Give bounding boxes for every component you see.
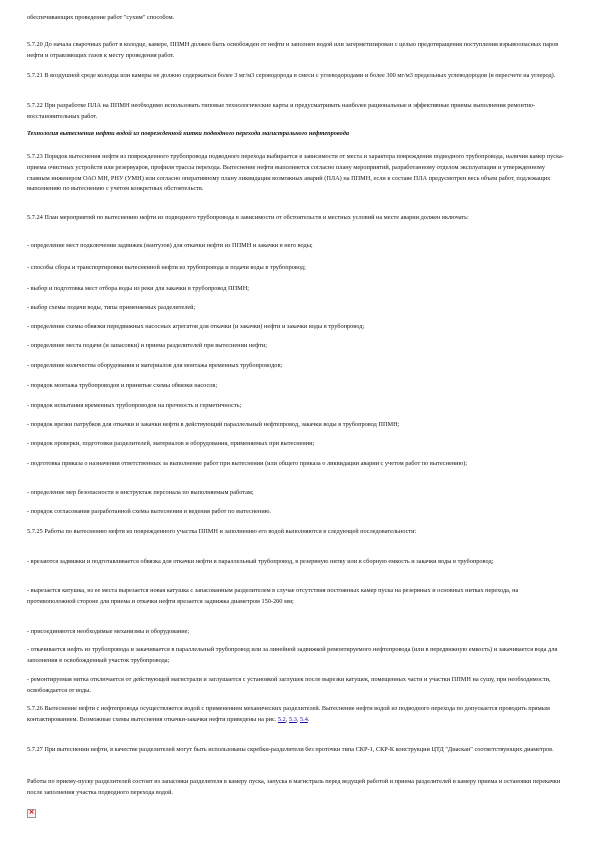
list-item: - порядок монтажа трубопроводов и принятые схемы обвязки насосов; xyxy=(27,382,218,389)
paragraph-5-7-22: 5.7.22 При разработке ПЛА на ППМН необходимо использовать типовые технологические карты и предусматривать наиболее рациональные и эффективные приемы выполнения ремонтно-восстановительных работ. xyxy=(27,102,536,120)
paragraph-5-7-24: 5.7.24 План мероприятий по вытеснению нефти из подводного трубопровода в зависимости от обстоятельств и местных условий на месте аварии должен включать: xyxy=(27,214,469,221)
section-heading: Технология вытеснения нефти водой из поврежденной нитки подводного перехода магистрального нефтепровода xyxy=(27,130,349,137)
list-item: - откачивается нефть из трубопровода и закачивается в параллельный трубопровод или за линейной задвижкой ремонтируемого нефтепровода (или в передвижную емкость) и закачивается вода для заполнения в освобожденный участок трубопровода; xyxy=(27,646,558,664)
list-item: - подготовка приказа о назначении ответственных за выполнение работ при вытеснении (или общего приказа о ликвидации аварии с учетом работ по вытеснению); xyxy=(27,460,468,467)
paragraph-continuation: обеспечивающих проведение работ "сухим" способом. xyxy=(27,14,175,21)
list-item: - врезаются задвижки и подготавливается обвязка для откачки нефти в параллельный трубопровод, в резервную нитку или в сборную емкость и закачки воды в трубопровод; xyxy=(27,558,494,565)
list-item: - определение места подачи (и запасовки) и приема разделителей при вытеснении нефти; xyxy=(27,342,268,349)
paragraph-5-7-25: 5.7.25 Работы по вытеснению нефти из поврежденного участка ППМН и заполнению его водой выполняются в следующей последовательности: xyxy=(27,528,417,535)
list-item: - присоединяются необходимые механизмы и оборудование; xyxy=(27,628,190,635)
list-item: - определение мер безопасности и инструктаж персонала по выполняемым работам; xyxy=(27,489,254,496)
list-item: - определение мест подключения задвижек (вантузов) для откачки нефти из ППМН и закачки в него воды; xyxy=(27,242,313,249)
figure-link-5-2[interactable]: 5.2 xyxy=(277,715,286,723)
paragraph-closing: Работы по приему-пуску разделителей состоят из запасовки разделителя в камеру пуска, запуска в магистраль перед ведущей работой и приема разделителей в камеру приема и остановки перекачки после заполнения участка подводного перехода водой. xyxy=(27,778,561,796)
figure-link-5-4[interactable]: 5.4 xyxy=(300,715,308,723)
list-item: - определение количества оборудования и материалов для монтажа временных трубопроводов; xyxy=(27,362,283,369)
list-item: - выбор схемы подачи воды, типы применяемых разделителей; xyxy=(27,304,196,311)
list-item: - порядок проверки, подготовки разделителей, материалов и оборудования, применяемых при вытеснении; xyxy=(27,440,315,447)
paragraph-5-7-23: 5.7.23 Порядок вытеснения нефти из поврежденного трубопровода подводного перехода выбирается в зависимости от места и характера повреждения подводного трубопровода, наличия камер пуска-приема очистных устройств или резервуаров, профиля трассы перехода. Вытеснение нефти выполняется согласно плану мероприятий, разработанному отделом эксплуатации и утвержденному главным инженером ОАО МН, РНУ (УМН) или согласно оперативному плану ликвидации возможных аварий (ПЛА) на ППМН, если в составе ПЛА предусмотрен весь объем работ, подлежащих выполнению по вытеснению с учетом конкретных обстоятельств. xyxy=(27,153,564,193)
list-item: - выбор и подготовка мест отбора воды из реки для закачки в трубопровод ППМН; xyxy=(27,285,250,292)
list-item: - ремонтируемая нитка отключается от действующей магистрали и заглушается с установкой заглушек после вырезки катушек, помещенных части и участки ППМН на сушу, при необходимости, освобождается от воды. xyxy=(27,676,551,694)
paragraph-5-7-21: 5.7.21 В воздушной среде колодца или камеры не должно содержаться более 3 мг/м3 сероводорода в смеси с углеводородами и более 300 мг/м3 предельных углеводородов (в пересчете на углерод). xyxy=(27,72,556,79)
paragraph-5-7-27: 5.7.27 При вытеснении нефти, в качестве разделителей могут быть использованы скребки-разделители без проточки типа СКР-1, СКР-К конструкции ЦТД "Диаскан" соответствующих диаметров. xyxy=(27,746,554,753)
list-item: - определение схемы обвязки передвижных насосных агрегатов для откачки (и закачки) нефти и закачки воды в трубопровод; xyxy=(27,323,365,330)
list-item: - порядок врезки патрубков для откачки и закачки нефти в действующий параллельный нефтепровод, закачки воды в трубопровод ППМН; xyxy=(27,421,400,428)
list-item: - порядок испытания временных трубопроводов на прочность и герметичность; xyxy=(27,402,242,409)
figure-links: 5.2, 5.3, 5.4. xyxy=(277,715,310,723)
figure-link-5-3[interactable]: 5.3 xyxy=(288,715,297,723)
broken-image-x-mark: × xyxy=(28,808,35,816)
paragraph-5-7-26 xyxy=(27,704,564,737)
list-item: - способы сбора и транспортировки вытесненной нефти из трубопровода и подачи воды в трубопровод; xyxy=(27,264,306,271)
paragraph-text: 5.7.26 Вытеснение нефти с нефтепровода осуществляется водой с применением механических разделителей. Вытеснение нефти водой из подводного перехода по допускается проводить прямым контактированием. Возможные схемы вытеснения откачки-закачки нефти приведены на рис. xyxy=(27,705,550,723)
list-item: - вырезается катушка, из ее места вырезается новая катушка с запасованным разделителем в случае отсутствия постоянных камер пуска на резервных и основных нитках перехода, на противоположной стороне для приема и откачки нефти врезается задвижка диаметром 150-200 мм; xyxy=(27,587,519,605)
list-item: - порядок согласования разработанной схемы вытеснения и ведения работ по вытеснению. xyxy=(27,508,271,515)
broken-image-icon xyxy=(27,809,36,818)
paragraph-5-7-20: 5.7.20 До начала сварочных работ в колодце, камере, ППМН должен быть освобожден от нефти и заполнен водой или загерметизирован с целью предотвращения поступления взрывоопасных паров нефти и отравляющих газов к месту проведения работ. xyxy=(27,41,559,59)
